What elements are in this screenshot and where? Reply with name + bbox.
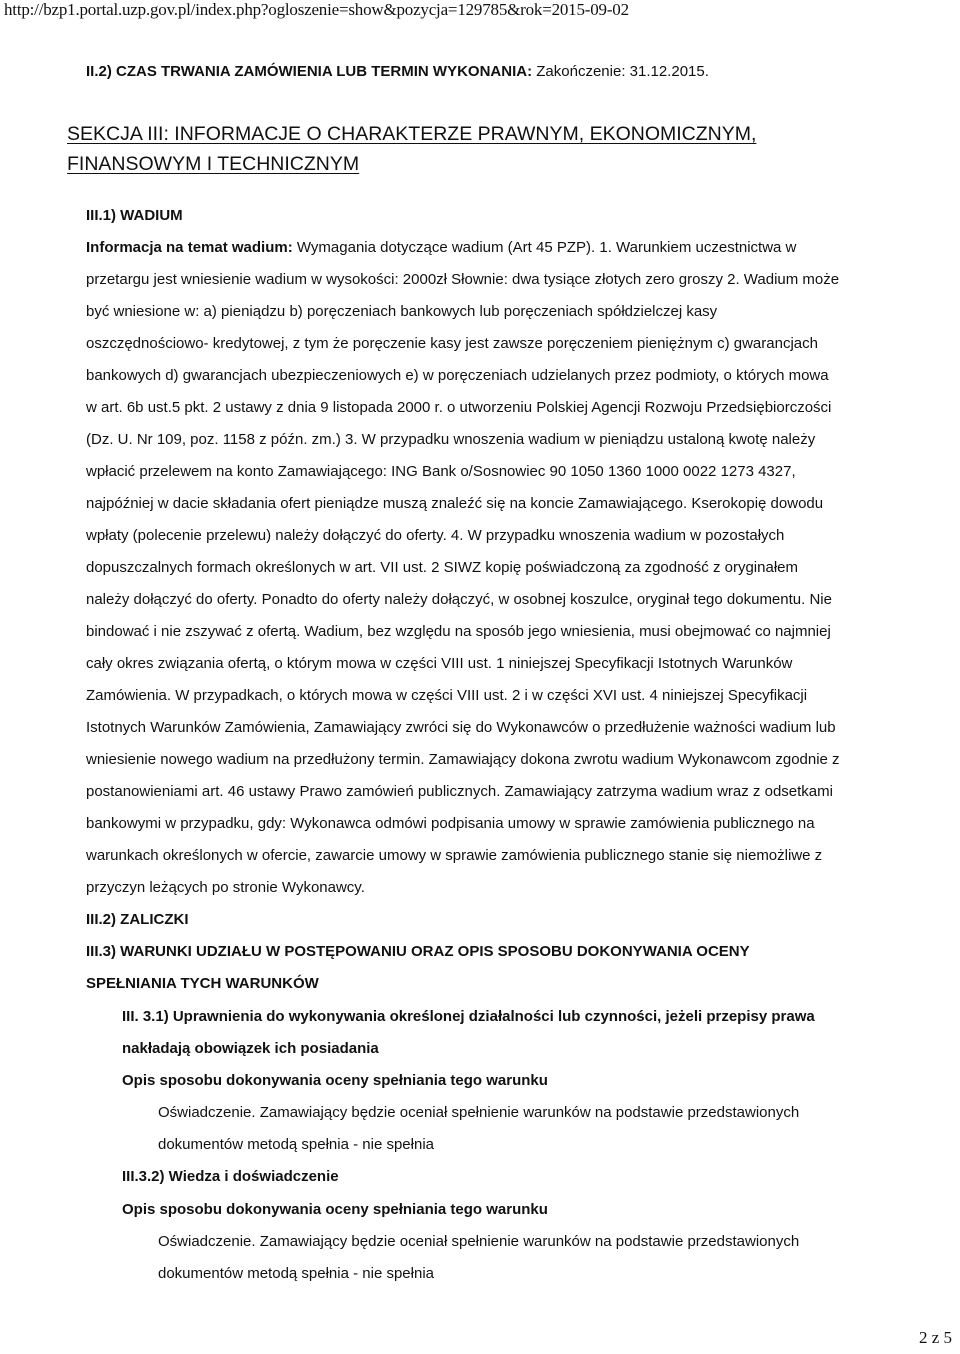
wadium-line: cały okres związania ofertą, o którym mowa w części VIII ust. 1 niniejszej Specyfikacji Istotnych Warunków (86, 655, 793, 672)
duration-value: Zakończenie: 31.12.2015. (536, 63, 709, 80)
wadium-line: Zamówienia. W przypadkach, o których mowa w części VIII ust. 2 i w części XVI ust. 4 niniejszej Specyfikacji (86, 687, 808, 704)
wadium-line: wpłacić przelewem na konto Zamawiającego: ING Bank o/Sosnowiec 90 1050 1360 1000 0022 1273 4327, (86, 463, 796, 480)
zaliczki-heading: III.2) ZALICZKI (86, 911, 189, 928)
wadium-line: być wniesione w: a) pieniądzu b) poręczeniach bankowych lub poręczeniach spółdzielczej kasy (86, 303, 718, 320)
wadium-line: przyczyn leżących po stronie Wykonawcy. (86, 879, 365, 896)
condition-2-text-line2: dokumentów metodą spełnia - nie spełnia (158, 1265, 434, 1282)
wadium-info-label: Informacja na temat wadium: (86, 239, 293, 256)
wadium-line: bindować i nie zszywać z ofertą. Wadium, bez względu na sposób jego wniesienia, musi obejmować co najmniej (86, 623, 831, 640)
wadium-line: przetargu jest wniesienie wadium w wysokości: 2000zł Słownie: dwa tysiące złotych zero groszy 2. Wadium może (86, 271, 840, 288)
condition-1-text-line2: dokumentów metodą spełnia - nie spełnia (158, 1136, 434, 1153)
condition-2-opis-label: Opis sposobu dokonywania oceny spełniania tego warunku (122, 1201, 548, 1218)
wadium-line: oszczędnościowo- kredytowej, z tym że poręczenie kasy jest zawsze poręczeniem pieniężnym c) gwarancjach (86, 335, 818, 352)
condition-1-opis-label: Opis sposobu dokonywania oceny spełniania tego warunku (122, 1072, 548, 1089)
wadium-line: w art. 6b ust.5 pkt. 2 ustawy z dnia 9 listopada 2000 r. o utworzeniu Polskiej Agencji Rozwoju Przedsiębiorczości (86, 399, 832, 416)
wadium-line: bankowych d) gwarancjach ubezpieczeniowych e) w poręczeniach udzielanych przez podmioty, o których mowa (86, 367, 829, 384)
condition-2-text-line1: Oświadczenie. Zamawiający będzie oceniał spełnienie warunków na podstawie przedstawionych (158, 1233, 800, 1250)
duration-row (86, 62, 709, 82)
warunki-heading-line2: SPEŁNIANIA TYCH WARUNKÓW (86, 975, 319, 992)
wadium-line: Istotnych Warunków Zamówienia, Zamawiający zwróci się do Wykonawców o przedłużenie ważności wadium lub (86, 719, 836, 736)
duration-label: II.2) CZAS TRWANIA ZAMÓWIENIA LUB TERMIN WYKONANIA: (86, 63, 533, 80)
wadium-line: bankowymi w przypadku, gdy: Wykonawca odmówi podpisania umowy w sprawie zamówienia publicznego na (86, 815, 815, 832)
wadium-line: wpłaty (polecenie przelewu) należy dołączyć do oferty. 4. W przypadku wnoszenia wadium w pozostałych (86, 527, 785, 544)
condition-1-text-line1: Oświadczenie. Zamawiający będzie oceniał spełnienie warunków na podstawie przedstawionych (158, 1104, 800, 1121)
section-3-title-line1: SEKCJA III: INFORMACJE O CHARAKTERZE PRAWNYM, EKONOMICZNYM, (67, 123, 757, 145)
wadium-line: wniesienie nowego wadium na przedłużony termin. Zamawiający dokona zwrotu wadium Wykonawcom zgodnie z (86, 751, 840, 768)
wadium-line: (Dz. U. Nr 109, poz. 1158 z późn. zm.) 3. W przypadku wnoszenia wadium w pieniądzu ustaloną kwotę należy (86, 431, 816, 448)
condition-2-title: III.3.2) Wiedza i doświadczenie (122, 1168, 339, 1185)
condition-1-title-line2: nakładają obowiązek ich posiadania (122, 1040, 379, 1057)
print-header-url: http://bzp1.portal.uzp.gov.pl/index.php?ogloszenie=show&pozycja=129785&rok=2015-09-02 (4, 0, 629, 19)
section-3-title-line2: FINANSOWYM I TECHNICZNYM (67, 153, 360, 175)
wadium-line: najpóźniej w dacie składania ofert pieniądze muszą znaleźć się na koncie Zamawiającego. Kserokopię dowodu (86, 495, 824, 512)
wadium-line-0 (86, 238, 796, 258)
wadium-line: należy dołączyć do oferty. Ponadto do oferty należy dołączyć, w osobnej koszulce, oryginał tego dokumentu. Nie (86, 591, 832, 608)
page-number: 2 z 5 (918, 1328, 952, 1347)
warunki-heading-line1: III.3) WARUNKI UDZIAŁU W POSTĘPOWANIU ORAZ OPIS SPOSOBU DOKONYWANIA OCENY (86, 943, 750, 960)
wadium-line: dopuszczalnych formach określonych w art. VII ust. 2 SIWZ kopię poświadczoną za zgodność z oryginałem (86, 559, 798, 576)
wadium-line: warunkach określonych w ofercie, zawarcie umowy w sprawie zamówienia publicznego stanie się niemożliwe z (86, 847, 823, 864)
wadium-text: Wymagania dotyczące wadium (Art 45 PZP). 1. Warunkiem uczestnictwa w (296, 239, 797, 256)
condition-1-title-line1: III. 3.1) Uprawnienia do wykonywania określonej działalności lub czynności, jeżeli przepisy prawa (122, 1008, 815, 1025)
wadium-heading: III.1) WADIUM (86, 207, 183, 224)
wadium-line: postanowieniami art. 46 ustawy Prawo zamówień publicznych. Zamawiający zatrzyma wadium wraz z odsetkami (86, 783, 833, 800)
